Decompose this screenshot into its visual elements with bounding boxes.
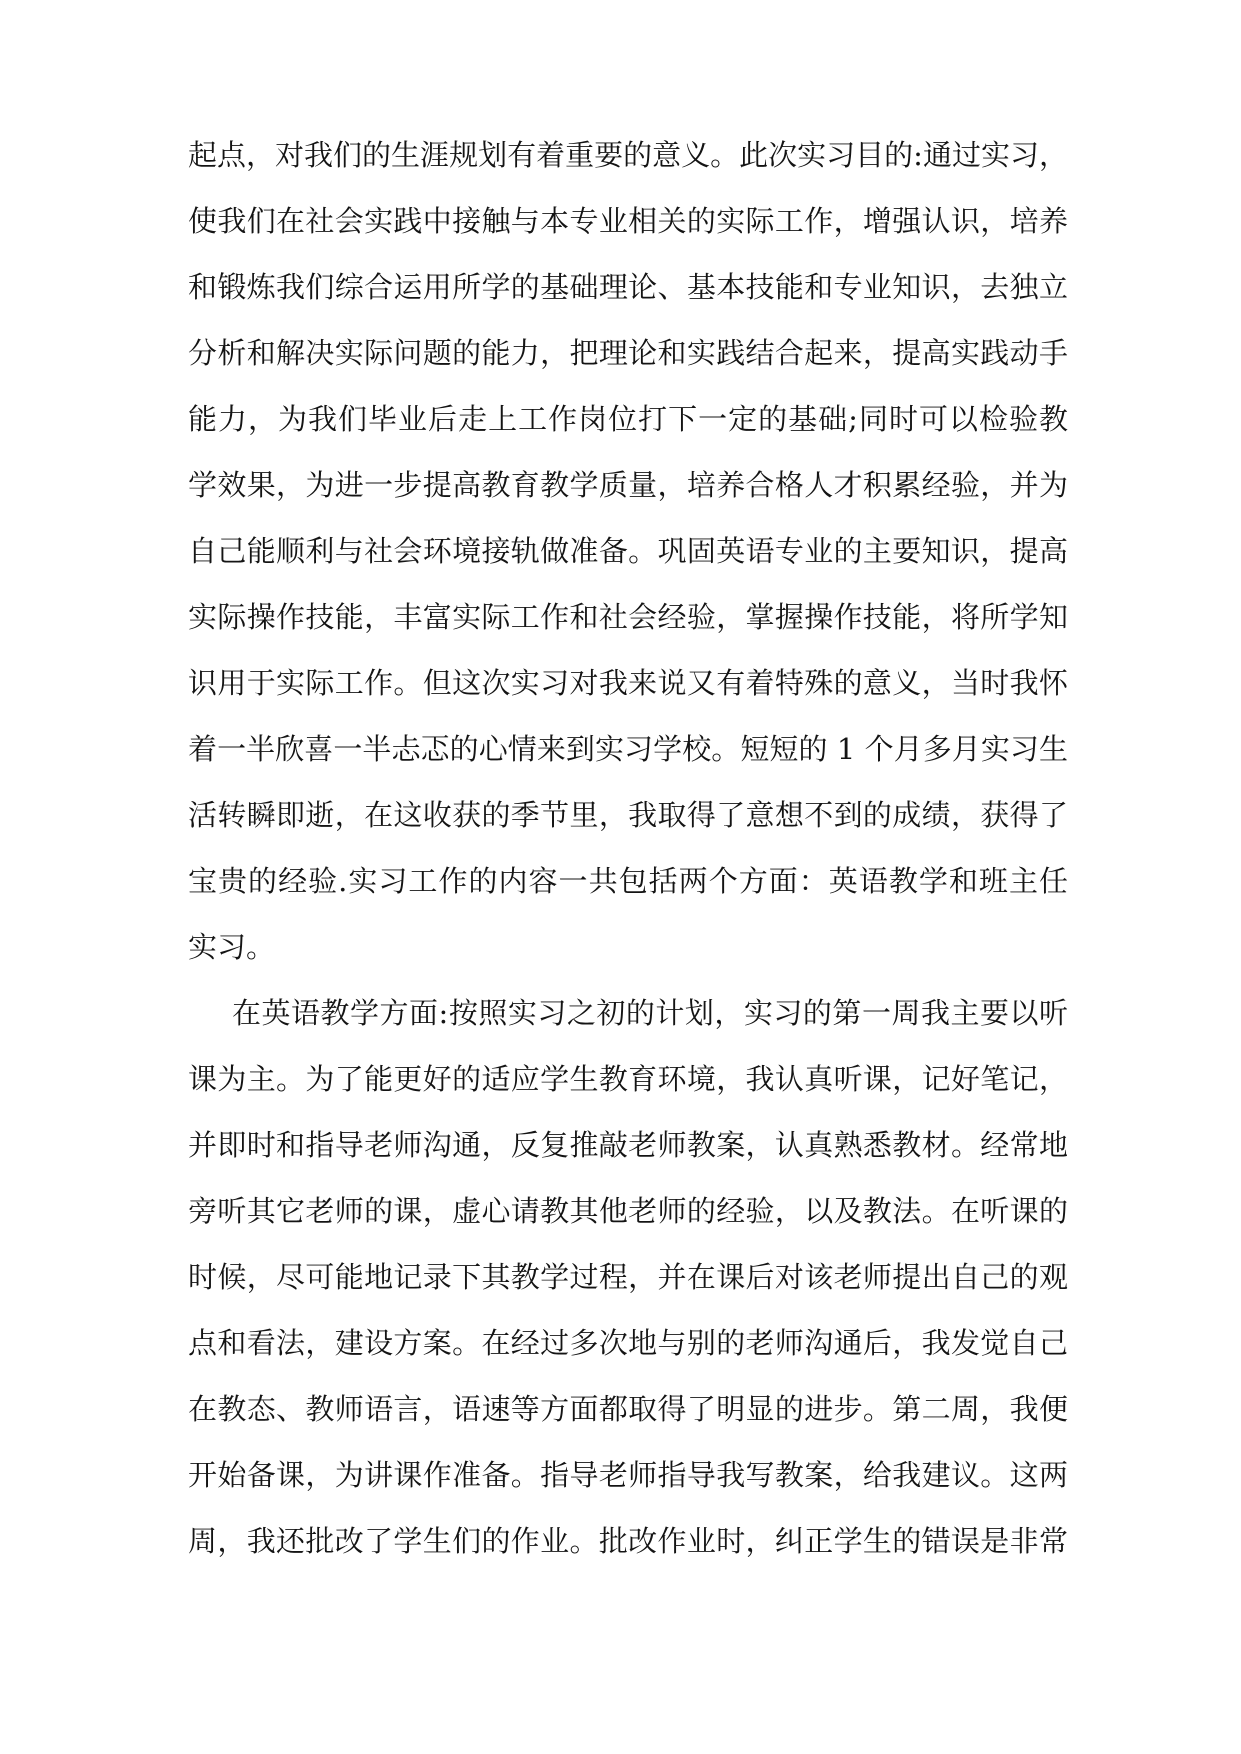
text-line: 开始备课，为讲课作准备。指导老师指导我写教案，给我建议。这两	[188, 1458, 1068, 1492]
text-line: 活转瞬即逝，在这收获的季节里，我取得了意想不到的成绩，获得了	[188, 798, 1068, 832]
text-line: 宝贵的经验.实习工作的内容一共包括两个方面：英语教学和班主任	[188, 864, 1068, 898]
text-line: 点和看法，建设方案。在经过多次地与别的老师沟通后，我发觉自己	[188, 1326, 1068, 1360]
text-line: 在教态、教师语言，语速等方面都取得了明显的进步。第二周，我便	[188, 1392, 1068, 1426]
text-line: 时候，尽可能地记录下其教学过程，并在课后对该老师提出自己的观	[188, 1260, 1068, 1294]
text-line: 自己能顺利与社会环境接轨做准备。巩固英语专业的主要知识，提高	[188, 534, 1068, 568]
text-line: 使我们在社会实践中接触与本专业相关的实际工作，增强认识，培养	[188, 204, 1068, 238]
text-line: 实际操作技能，丰富实际工作和社会经验，掌握操作技能，将所学知	[188, 600, 1068, 634]
text-line: 分析和解决实际问题的能力，把理论和实践结合起来，提高实践动手	[188, 336, 1068, 370]
text-line: 学效果，为进一步提高教育教学质量，培养合格人才积累经验，并为	[188, 468, 1068, 502]
text-line: 课为主。为了能更好的适应学生教育环境，我认真听课，记好笔记，	[188, 1062, 1068, 1096]
text-line: 和锻炼我们综合运用所学的基础理论、基本技能和专业知识，去独立	[188, 270, 1068, 304]
text-line: 在英语教学方面:按照实习之初的计划，实习的第一周我主要以听	[232, 996, 1068, 1030]
paragraph-2	[188, 980, 1068, 1574]
text-line: 实习。	[188, 930, 276, 964]
text-line: 识用于实际工作。但这次实习对我来说又有着特殊的意义，当时我怀	[188, 666, 1068, 700]
text-line: 着一半欣喜一半忐忑的心情来到实习学校。短短的 1 个月多月实习生	[188, 732, 1068, 766]
text-line: 能力，为我们毕业后走上工作岗位打下一定的基础;同时可以检验教	[188, 402, 1068, 436]
text-line: 旁听其它老师的课，虚心请教其他老师的经验，以及教法。在听课的	[188, 1194, 1068, 1228]
text-line: 周，我还批改了学生们的作业。批改作业时，纠正学生的错误是非常	[188, 1524, 1068, 1558]
text-line: 起点，对我们的生涯规划有着重要的意义。此次实习目的:通过实习，	[188, 138, 1068, 172]
document-body	[188, 122, 1068, 1574]
text-line: 并即时和指导老师沟通，反复推敲老师教案，认真熟悉教材。经常地	[188, 1128, 1068, 1162]
paragraph-1	[188, 122, 1068, 980]
